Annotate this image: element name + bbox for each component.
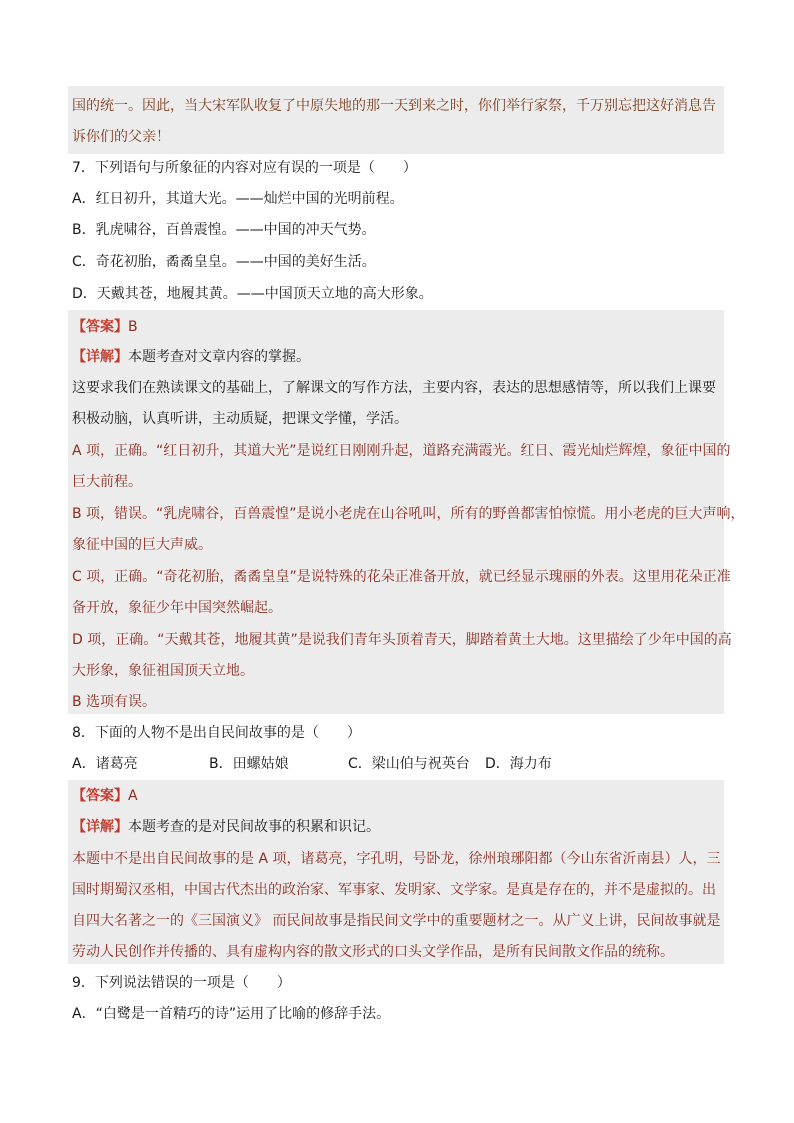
answer-line-7 bbox=[72, 317, 138, 337]
detail-line-7 bbox=[72, 347, 310, 367]
detail-option-b: 象征中国的巨大声威。 bbox=[72, 537, 212, 553]
question-9-stem: 9．下列说法错误的一项是（ ） bbox=[72, 975, 291, 991]
passage-line: 国的统一。因此，当大宋军队收复了中原失地的那一天到来之时，你们举行家祭，千万别忘把这好消息告 bbox=[72, 98, 716, 114]
detail-text: 国时期蜀汉丞相，中国古代杰出的政治家、军事家、发明家、文学家。是真是存在的，并不是虚拟的。出 bbox=[72, 882, 716, 898]
detail-intro: 本题考查的是对民间故事的积累和识记。 bbox=[128, 819, 380, 835]
detail-line-8 bbox=[72, 817, 380, 837]
question-8-option-b: B．田螺姑娘 bbox=[209, 756, 289, 772]
detail-tag: 【详解】 bbox=[72, 349, 128, 365]
question-8-option-c: C．梁山伯与祝英台 bbox=[348, 756, 470, 772]
answer-value: A bbox=[128, 788, 138, 804]
detail-option-d: 大形象，象征祖国顶天立地。 bbox=[72, 663, 254, 679]
detail-text: 劳动人民创作并传播的、具有虚构内容的散文形式的口头文学作品，是所有民间散文作品的统称。 bbox=[72, 944, 674, 960]
detail-intro: 本题考查对文章内容的掌握。 bbox=[128, 349, 310, 365]
question-7-option-d: D．天戴其苍，地履其黄。——中国顶天立地的高大形象。 bbox=[72, 286, 433, 302]
detail-option-d: D 项，正确。“天戴其苍，地履其黄”是说我们青年头顶着青天，脚踏着黄土大地。这里描绘了少年中国的高 bbox=[72, 632, 732, 648]
question-8-stem: 8．下面的人物不是出自民间故事的是（ ） bbox=[72, 725, 361, 741]
detail-text: 自四大名著之一的《三国演义》 而民间故事是指民间文学中的重要题材之一。从广义上讲，民间故事就是 bbox=[72, 913, 721, 929]
answer-tag: 【答案】 bbox=[72, 319, 128, 335]
answer-tag: 【答案】 bbox=[72, 788, 128, 804]
answer-block-8 bbox=[68, 780, 724, 964]
answer-line-8 bbox=[72, 786, 138, 806]
detail-option-b: B 项，错误。“乳虎啸谷，百兽震惶”是说小老虎在山谷吼叫，所有的野兽都害怕惊慌。用小老虎的巨大声响， bbox=[72, 506, 745, 522]
detail-text: 这要求我们在熟读课文的基础上，了解课文的写作方法，主要内容，表达的思想感情等，所以我们上课要 bbox=[72, 380, 716, 396]
answer-value: B bbox=[128, 319, 138, 335]
question-8-options bbox=[72, 754, 552, 774]
detail-text: 本题中不是出自民间故事的是 A 项，诸葛亮，字孔明，号卧龙，徐州琅琊阳都（今山东省沂南县）人，三 bbox=[72, 851, 721, 867]
question-7-option-a: A．红日初升，其道大光。——灿烂中国的光明前程。 bbox=[72, 191, 404, 207]
detail-option-c: C 项，正确。“奇花初胎，矞矞皇皇”是说特殊的花朵正准备开放，就已经显示瑰丽的外表。这里用花朵正准 bbox=[72, 569, 731, 585]
question-8-option-a: A．诸葛亮 bbox=[72, 756, 138, 772]
question-7-stem: 7．下列语句与所象征的内容对应有误的一项是（ ） bbox=[72, 160, 417, 176]
detail-conclusion: B 选项有误。 bbox=[72, 694, 157, 710]
question-8-option-d: D．海力布 bbox=[485, 756, 552, 772]
question-7-option-c: C．奇花初胎，矞矞皇皇。——中国的美好生活。 bbox=[72, 254, 376, 270]
question-9-option-a: A．“白鹭是一首精巧的诗”运用了比喻的修辞手法。 bbox=[72, 1006, 391, 1022]
question-7-option-b: B．乳虎啸谷，百兽震惶。——中国的冲天气势。 bbox=[72, 222, 376, 238]
passage-line: 诉你们的父亲！ bbox=[72, 129, 170, 145]
detail-text: 积极动脑，认真听讲，主动质疑，把课文学懂，学活。 bbox=[72, 411, 408, 427]
detail-tag: 【详解】 bbox=[72, 819, 128, 835]
detail-option-a: 巨大前程。 bbox=[72, 474, 142, 490]
detail-option-c: 备开放，象征少年中国突然崛起。 bbox=[72, 600, 282, 616]
detail-option-a: A 项，正确。“红日初升，其道大光”是说红日刚刚升起，道路充满霞光。红日、霞光灿烂辉煌，象征中国的 bbox=[72, 443, 731, 459]
